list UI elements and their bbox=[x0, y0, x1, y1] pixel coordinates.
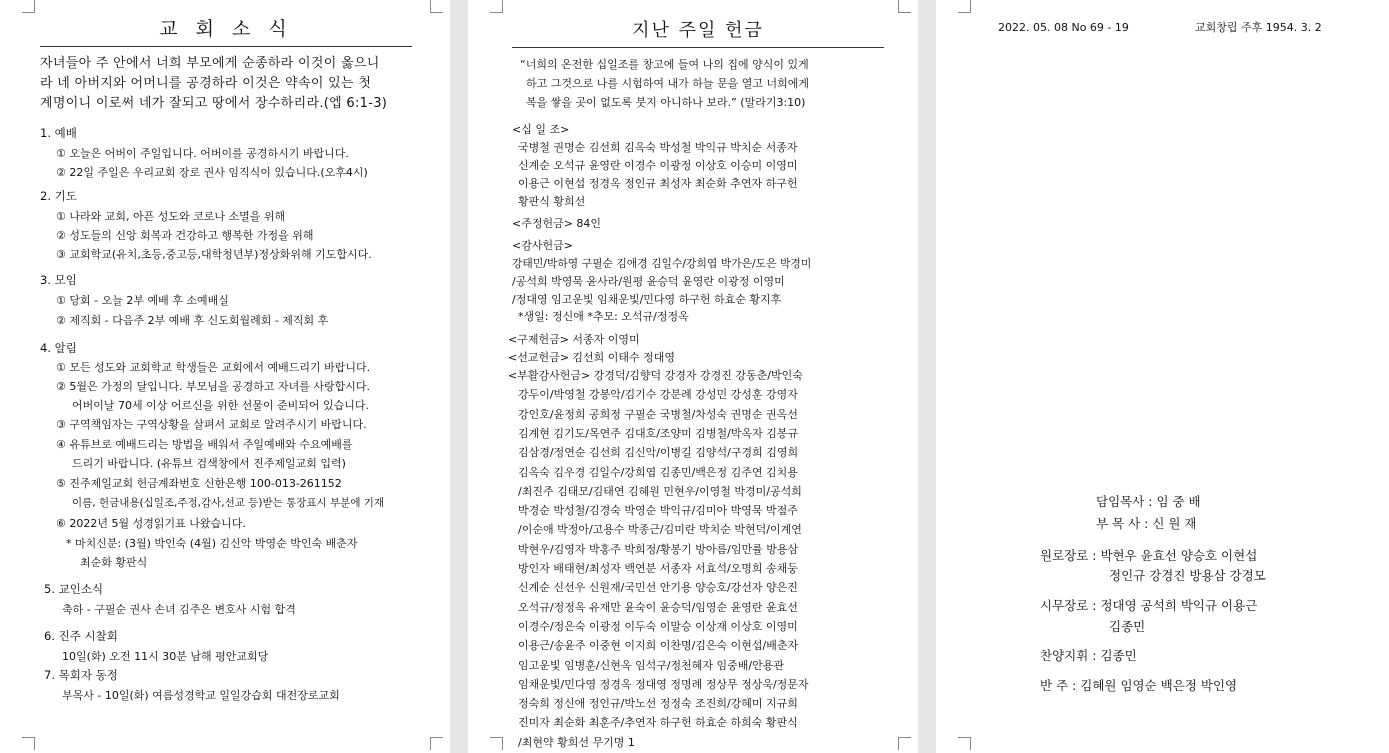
crop-mark bbox=[958, 0, 971, 13]
list-item: 이름, 헌금내용(십일조,주정,감사,선교 등)받는 통장표시 부분에 기재 bbox=[72, 497, 385, 509]
name-line: 임고운빛 임병훈/신현옥 임석구/정천혜자 임중배/안용관 bbox=[518, 658, 785, 672]
name-line: 김옥숙 김우경 김일수/강희엽 김종민/백은정 김주연 김치용 bbox=[518, 465, 798, 479]
name-line: 이경수/정은숙 이광정 이두숙 이말승 이상재 이상호 이영미 bbox=[518, 619, 798, 633]
name-line: 진미자 최순화 최훈주/추연자 하구헌 하효순 하희숙 황판식 bbox=[518, 716, 798, 730]
list-item: ② 성도들의 신앙 회복과 건강하고 행복한 가정을 위해 bbox=[56, 229, 314, 242]
section-heading: 4. 알림 bbox=[40, 341, 77, 355]
crop-mark bbox=[898, 0, 911, 13]
scripture-quote: 하고 그것으로 나를 시험하여 내가 하늘 문을 열고 너희에게 bbox=[526, 77, 809, 90]
page-title: 지난 주일 헌금 bbox=[632, 20, 764, 41]
name-line: 국병철 권명순 김선희 김옥숙 박성철 박익규 박치순 서종자 bbox=[518, 141, 798, 154]
list-item: ① 당회 - 오늘 2부 예배 후 소예배실 bbox=[56, 294, 229, 307]
list-item: 10일(화) 오전 11시 30분 남해 평안교회당 bbox=[62, 650, 269, 663]
list-item: ① 모든 성도와 교회학교 학생들은 교회에서 예배드리기 바랍니다. bbox=[56, 361, 371, 374]
name-line: 강인호/윤정희 공희정 구필순 국병철/차성숙 권명순 권옥선 bbox=[518, 407, 798, 421]
section-heading: 1. 예배 bbox=[40, 126, 77, 140]
list-item: ② 22일 주일은 우리교회 장로 권사 임직식이 있습니다.(오후4시) bbox=[56, 166, 368, 179]
weekly-offering: <주정헌금> 84인 bbox=[512, 217, 602, 230]
name-line: 박경순 박성철/김경숙 박영순 박익규/김미아 박영묵 박점주 bbox=[518, 504, 798, 518]
section-heading: <감사헌금> bbox=[512, 239, 573, 252]
title-rule bbox=[512, 47, 884, 48]
section-heading: 5. 교인소식 bbox=[44, 582, 104, 596]
section-heading: 2. 기도 bbox=[40, 189, 77, 203]
list-item: * 마치신분: (3월) 박인숙 (4월) 김신악 박영순 박인숙 배춘자 bbox=[66, 537, 358, 550]
crop-mark bbox=[22, 737, 35, 750]
elders-emeritus-cont: 정인규 강경진 방용삼 강경모 bbox=[1109, 568, 1266, 583]
name-line: 방인자 배태현/최성자 백연분 서종자 서효석/오명희 송채둥 bbox=[518, 562, 798, 575]
relief-offering: <구제헌금> 서종자 이영미 bbox=[508, 333, 640, 346]
crop-mark bbox=[490, 0, 503, 13]
active-elders: 시무장로 : 정대영 공석희 박익규 이용근 bbox=[1040, 598, 1258, 613]
page-cover bbox=[936, 0, 1389, 753]
name-line: /이순애 박정아/고용수 박종근/김미란 박치순 박현덕/이계연 bbox=[518, 523, 802, 537]
name-line: 박현우/김영자 박홍주 박희정/황봉기 방아름/임만률 방용삼 bbox=[518, 542, 799, 556]
name-line: 김삼경/정연순 김선희 김신악/이병길 김양석/구경희 김영희 bbox=[518, 446, 799, 460]
accompanists: 반 주 : 김혜원 임영순 백은정 박인영 bbox=[1040, 678, 1238, 693]
page-offering bbox=[468, 0, 918, 753]
list-item: ⑥ 2022년 5월 성경읽기표 나왔습니다. bbox=[56, 517, 246, 530]
elders-emeritus: 원로장로 : 박현우 윤효선 양승호 이현섭 bbox=[1040, 548, 1258, 563]
list-item: 드리기 바랍니다. (유튜브 검색창에서 진주제일교회 입력) bbox=[72, 457, 346, 470]
section-heading: 7. 목회자 동정 bbox=[44, 668, 118, 682]
name-line: 강태민/박하영 구필순 김애경 김일수/강희엽 박가은/도은 박경미 bbox=[512, 257, 812, 270]
list-item: 최순화 황판식 bbox=[80, 556, 148, 569]
name-line: 김계현 김기도/목연주 김대호/조양미 김병철/박옥자 김봉규 bbox=[518, 426, 799, 440]
section-heading: 3. 모임 bbox=[40, 273, 77, 287]
associate-pastor: 부 목 사 : 신 원 재 bbox=[1096, 516, 1197, 531]
name-line: 신계순 오석규 윤영란 이경수 이광정 이상호 이승미 이영미 bbox=[518, 159, 798, 172]
issue-date: 2022. 05. 08 No 69 - 19 bbox=[998, 21, 1129, 34]
crop-mark bbox=[958, 737, 971, 750]
crop-mark bbox=[898, 737, 911, 750]
page-title: 교 회 소 식 bbox=[159, 18, 293, 40]
list-item: ② 5월은 가정의 달입니다. 부모님을 공경하고 자녀를 사랑합시다. bbox=[56, 380, 370, 393]
choir-director: 찬양지휘 : 김종민 bbox=[1040, 648, 1137, 663]
list-item: ① 오늘은 어버이 주일입니다. 어버이를 공경하시기 바랍니다. bbox=[56, 147, 349, 160]
list-item: ② 제직회 - 다음주 2부 예배 후 신도회월례회 - 제직회 후 bbox=[56, 314, 329, 327]
name-line: 오석규/정정옥 유재만 윤숙이 윤승덕/임영순 윤영란 윤효선 bbox=[518, 600, 798, 614]
founding-date: 교회창립 주후 1954. 3. 2 bbox=[1195, 21, 1322, 34]
name-line: <부활감사헌금> 강경덕/김향덕 강경자 강경진 강동춘/박인숙 bbox=[508, 369, 803, 382]
name-line: 이용근/송윤주 이중현 이지희 이찬명/김은숙 이현섭/배춘자 bbox=[518, 639, 799, 653]
list-item: ③ 구역책임자는 구역상황을 살펴서 교회로 알려주시기 바랍니다. bbox=[56, 418, 367, 431]
list-item: 축하 - 구필순 권사 손녀 김주은 변호사 시험 합격 bbox=[62, 603, 296, 616]
name-line: /최진주 김태모/김태연 김혜원 민현우/이영철 박경미/공석희 bbox=[518, 484, 802, 498]
name-line: /정대영 임고운빛 임채운빛/민다영 하구헌 하효순 황지후 bbox=[512, 293, 782, 306]
list-item: 어버이날 70세 이상 어르신을 위한 선물이 준비되어 있습니다. bbox=[72, 399, 369, 412]
name-line: *생일: 정신애 *추모: 오석규/정정옥 bbox=[518, 310, 689, 323]
list-item: ③ 교회학교(유치,초등,중고등,대학청년부)정상화위해 기도합시다. bbox=[56, 248, 372, 261]
section-heading: 6. 진주 시찰회 bbox=[44, 629, 118, 643]
senior-pastor: 담임목사 : 임 중 배 bbox=[1096, 494, 1201, 509]
list-item: ① 나라와 교회, 아픈 성도와 코로나 소멸을 위해 bbox=[56, 210, 286, 223]
section-heading: <십 일 조> bbox=[512, 123, 570, 136]
name-line: /공석희 박영묵 윤사라/원평 윤승덕 윤영란 이광정 이영미 bbox=[512, 275, 785, 288]
crop-mark bbox=[430, 0, 443, 13]
scripture-verse: 자녀들아 주 안에서 너희 부모에게 순종하라 이것이 옳으니 라 네 아버지와 어머니를 공경하라 이것은 약속이 있는 첫 계명이니 이로써 네가 잘되고 땅에서 장수하리라.(엡 6:1-3) bbox=[40, 56, 388, 111]
name-line: 황판식 황희선 bbox=[518, 195, 586, 208]
title-rule bbox=[40, 46, 412, 47]
active-elders-cont: 김종민 bbox=[1109, 619, 1146, 634]
crop-mark bbox=[22, 0, 35, 13]
scripture-quote: 복을 쌓을 곳이 없도록 붓지 아니하나 보라.” (말라기3:10) bbox=[526, 96, 806, 109]
list-item: ④ 유튜브로 예배드리는 방법을 배워서 주일예배와 수요예배를 bbox=[56, 438, 353, 451]
name-line: 신계순 신선우 신원재/국민선 안기용 양승호/강선자 양은진 bbox=[518, 581, 798, 595]
name-line: 임채운빛/민다영 정경옥 정대영 정명례 정상무 정상욱/정문자 bbox=[518, 677, 809, 691]
page-church-news bbox=[0, 0, 450, 753]
list-item: 부목사 - 10일(화) 여름성경학교 일일강습회 대전장로교회 bbox=[62, 689, 340, 702]
name-line: 정숙희 정신애 정인규/박노선 정정숙 조진희/강혜미 지규희 bbox=[518, 697, 798, 711]
name-line: /최현약 황희선 무기명 1 bbox=[518, 735, 635, 749]
name-line: 이용근 이현섭 정경옥 정인규 최성자 최순화 추연자 하구헌 bbox=[518, 177, 798, 190]
crop-mark bbox=[490, 737, 503, 750]
scripture-quote: “너희의 온전한 십일조를 창고에 들여 나의 집에 양식이 있게 bbox=[520, 58, 809, 71]
crop-mark bbox=[430, 737, 443, 750]
mission-offering: <선교헌금> 김선희 이태수 정대영 bbox=[508, 351, 676, 364]
name-line: 강두이/박영철 강봉악/김기수 강분례 강성민 강성훈 강영자 bbox=[518, 388, 798, 402]
list-item: ⑤ 진주제일교회 헌금계좌번호 신한은행 100-013-261152 bbox=[56, 477, 342, 490]
